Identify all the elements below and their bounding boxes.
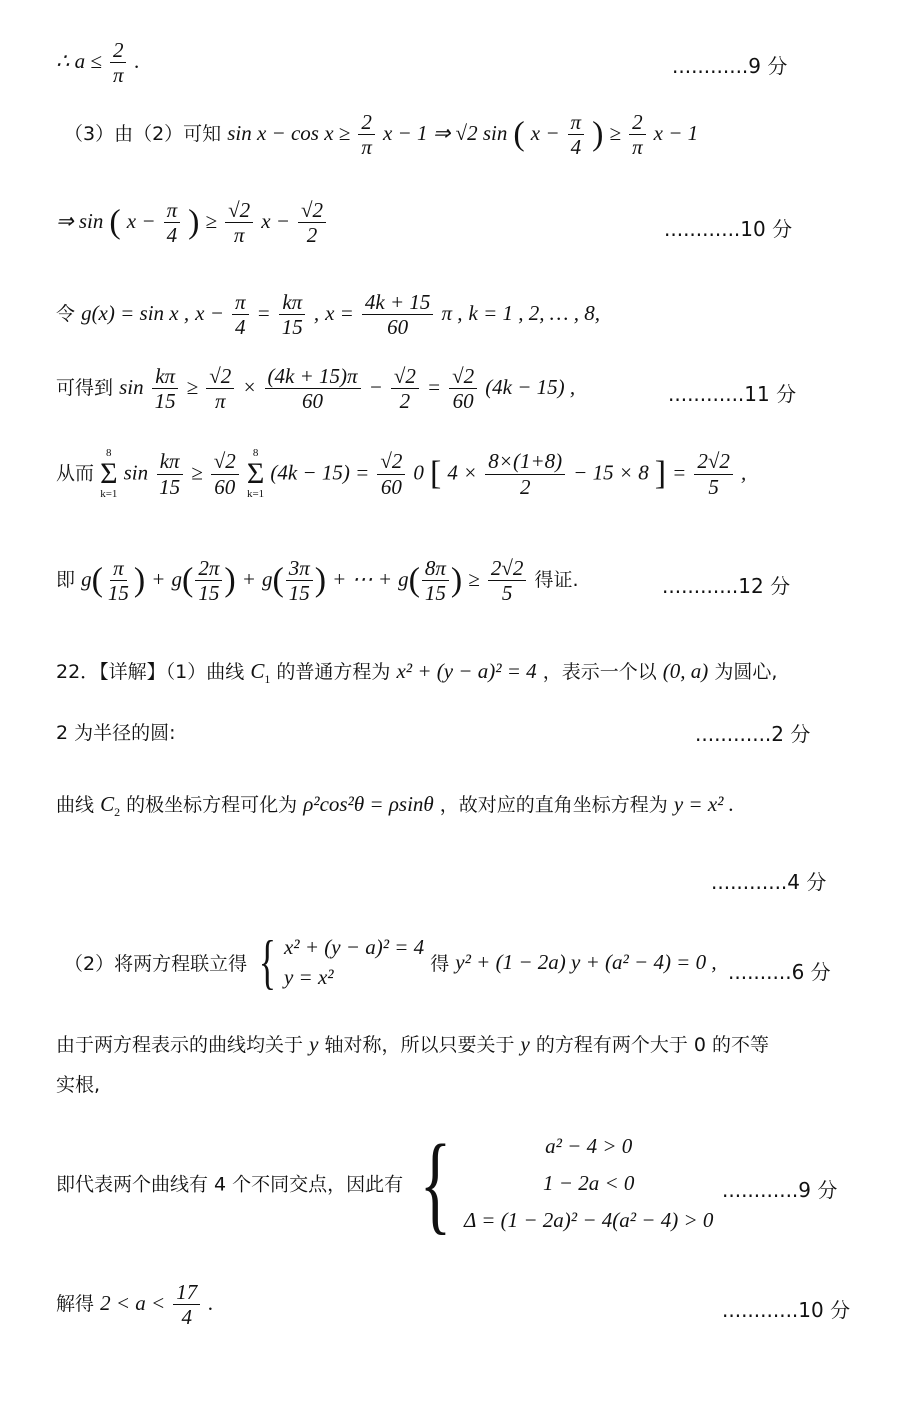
- equation-system: { x² + (y − a)² = 4 y = x²: [258, 929, 425, 996]
- fraction: $\frac{k\pi}{15}$: [279, 290, 306, 339]
- fraction: $\frac{\pi}{4}$: [232, 290, 249, 339]
- symmetry-line: 由于两方程表示的曲线均关于 y 轴对称，所以只要关于 y 的方程有两个大于 0 的不等: [56, 1032, 770, 1056]
- fraction: $\frac{\pi}{15}$: [107, 556, 129, 606]
- fraction: $\frac{2\pi}{15}$: [195, 556, 222, 605]
- inequality-system: { a² − 4 > 0 1 − 2a < 0 Δ = (1 − 2a)² − 4(a² − 4) > 0: [419, 1122, 714, 1245]
- math-expr: ∴ a ≤: [56, 49, 102, 74]
- fraction: $\frac{2√2}{5}$: [694, 449, 733, 498]
- fraction: $\frac{k\pi}{15}$: [152, 364, 179, 413]
- fraction: $\frac{\pi}{4}$: [164, 198, 181, 247]
- fraction: $\frac{k\pi}{15}$: [156, 449, 183, 498]
- fraction: $\frac{√2}{60}$: [211, 449, 239, 498]
- summation-sign: 8 Σ k=1: [100, 447, 118, 500]
- score-10b: ............10 分: [722, 1298, 851, 1322]
- fraction: $\frac{8\times(1+8)}{2}$: [485, 449, 565, 498]
- fraction: $\frac{√2}{2}$: [298, 198, 326, 247]
- fraction: $\frac{√2}{60}$: [377, 449, 405, 498]
- score-9b: ............9 分: [722, 1178, 838, 1202]
- fraction: $\frac{4k + 15}{60}$: [362, 290, 434, 339]
- summation-sign: 8 Σ k=1: [246, 447, 265, 500]
- summation-line: 从而 8 Σ k=1 sin $\frac{k\pi}{15}$ ≥ $\frac{√2}{60}$ 8 Σ k=1 (4k − 15) = $\frac{√2}{60}$ 0 [ 4 × $\frac{8\times(1+8)}{2}$ − 15 × 8 ] = $\frac{2√2}{5}$ ,: [56, 447, 747, 500]
- fraction: $\frac{√2}{2}$: [391, 364, 419, 413]
- problem22-part1: 22．【详解】（1）曲线 $C_1$ 的普通方程为 x² + (y − a)² = 4 ，表示一个以 (0, a) 为圆心,: [56, 659, 778, 687]
- fraction: $\frac{\pi}{4}$: [568, 110, 585, 159]
- fraction: $\frac{2}{\pi}$: [110, 38, 127, 87]
- fraction: $\frac{(4k + 15)\pi}{60}$: [265, 364, 361, 413]
- definition-line: 令 g(x) = sin x , x − $\frac{\pi}{4}$ = $\frac{k\pi}{15}$ , x = $\frac{4k + 15}{60}$ π , k = 1 , 2, … , 8,: [56, 290, 600, 340]
- condition-system: 即代表两个曲线有 4 个不同交点，因此有 { a² − 4 > 0 1 − 2a < 0 Δ = (1 − 2a)² − 4(a² − 4) > 0: [56, 1122, 714, 1245]
- radius-line: 2 为半径的圆:: [56, 722, 176, 744]
- fraction: $\frac{8\pi}{15}$: [422, 556, 449, 605]
- score-11: ............11 分: [668, 382, 797, 406]
- fraction: $\frac{√2}{\pi}$: [225, 198, 253, 247]
- score-4: ............4 分: [711, 870, 827, 894]
- fraction: $\frac{17}{4}$: [173, 1280, 200, 1329]
- score-2: ............2 分: [695, 722, 811, 746]
- solution-line: 解得 2 < a < $\frac{17}{4}$ .: [56, 1280, 214, 1330]
- part3-statement: （3）由（2）可知 sin x − cos x ≥ $\frac{2}{\pi}$ x − 1 ⇒ √2 sin ( x − $\frac{\pi}{4}$ ) ≥ $\frac{2}{\pi}$ x − 1: [64, 110, 699, 160]
- conclusion-line-1: ∴ a ≤ $\frac{2}{\pi}$ .: [56, 38, 140, 88]
- score-9: ............9 分: [672, 54, 788, 78]
- fraction: $\frac{2}{\pi}$: [629, 110, 646, 159]
- real-roots-line: 实根,: [56, 1074, 101, 1096]
- fraction: $\frac{2}{\pi}$: [358, 110, 375, 159]
- polar-equation-line: 曲线 $C_2$ 的极坐标方程可化为 ρ²cos²θ = ρsinθ ，故对应的直角坐标方程为 y = x² .: [56, 792, 734, 820]
- score-6: ..........6 分: [728, 960, 831, 984]
- part2-system: （2）将两方程联立得 { x² + (y − a)² = 4 y = x² 得 y² + (1 − 2a) y + (a² − 4) = 0 ,: [64, 929, 717, 996]
- score-12: ............12 分: [662, 574, 791, 598]
- fraction: $\frac{√2}{\pi}$: [206, 364, 234, 413]
- proof-conclusion: 即 g( $\frac{\pi}{15}$ ) + g( $\frac{2\pi}{15}$ ) + g( $\frac{3\pi}{15}$ ) + ⋯ + g( $\frac{8\pi}{15}$ ) ≥ $\frac{2√2}{5}$ 得证.: [56, 556, 579, 606]
- derived-inequality: 可得到 sin $\frac{k\pi}{15}$ ≥ $\frac{√2}{\pi}$ × $\frac{(4k + 15)\pi}{60}$ − $\frac{√2}{2}$ = $\frac{√2}{60}$ (4k − 15) ,: [56, 364, 576, 414]
- fraction: $\frac{2√2}{5}$: [488, 556, 527, 605]
- fraction: $\frac{3\pi}{15}$: [286, 556, 313, 605]
- fraction: $\frac{√2}{60}$: [449, 364, 477, 413]
- inequality-line: ⇒ sin ( x − $\frac{\pi}{4}$ ) ≥ $\frac{√2}{\pi}$ x − $\frac{√2}{2}$: [56, 198, 328, 247]
- score-10: ............10 分: [664, 217, 793, 241]
